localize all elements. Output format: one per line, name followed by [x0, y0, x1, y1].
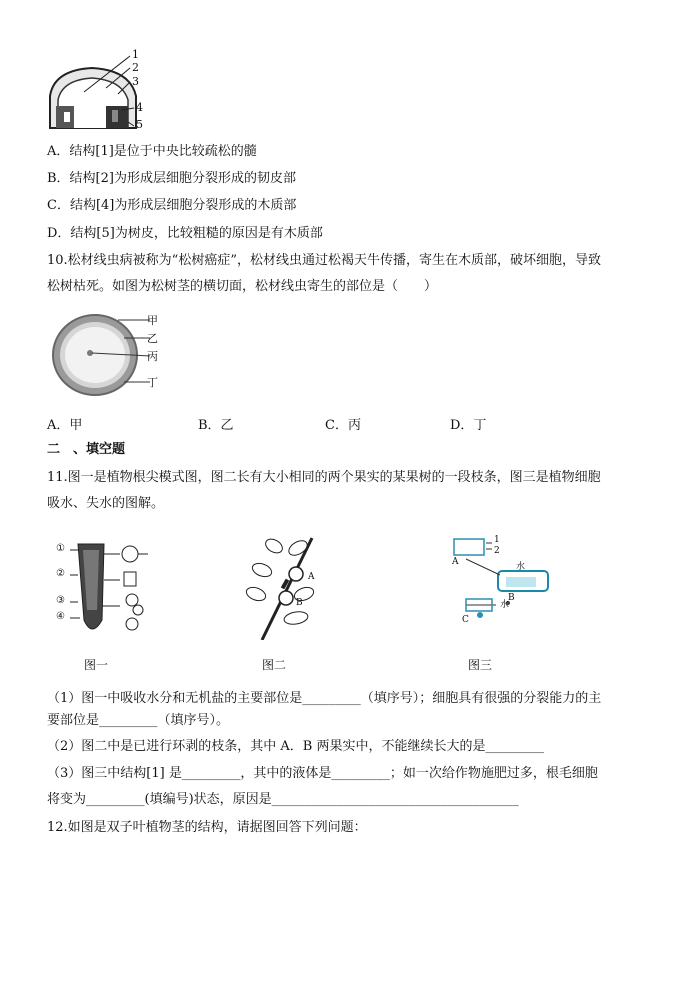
q9-option-d: D．结构[5]为树皮，比较粗糙的原因是有木质部 [47, 226, 323, 241]
fig2-label-b: B [296, 598, 303, 608]
q9-option-c: C．结构[4]为形成层细胞分裂形成的木质部 [47, 198, 297, 213]
fig3-label-water-1: 水 [516, 562, 526, 572]
q10-option-b: B．乙 [198, 418, 234, 433]
fig3-label-c: C [462, 615, 469, 625]
fig-label-ding: 丁 [147, 376, 158, 389]
q12-stem-line1: 12.如图是双子叶植物茎的结构，请据图回答下列问题： [47, 820, 367, 835]
fig-label-3: 3 [132, 75, 139, 88]
fig1-label-2: ② [56, 568, 65, 579]
fig-label-yi: 乙 [147, 332, 158, 345]
fig3-label-b: B [508, 593, 515, 603]
q10-stem-line2: 松树枯死。如图为松树茎的横切面，松材线虫寄生的部位是（ ） [47, 279, 438, 294]
q9-option-b: B．结构[2]为形成层细胞分裂形成的韧皮部 [47, 171, 296, 186]
fig1-label-3: ③ [56, 595, 65, 606]
stem-cross-section-figure [44, 48, 154, 134]
pine-stem-cross-section-figure [50, 310, 162, 400]
fig2-caption: 图二 [262, 658, 287, 672]
fig-label-bing: 丙 [147, 350, 158, 363]
q11-part2: （2）图二中是已进行环剥的枝条，其中 A．B 两果实中，不能继续长大的是_________ [47, 739, 544, 754]
q10-option-c: C．丙 [325, 418, 361, 433]
cell-water-figure [446, 535, 556, 635]
fig1-label-1: ① [56, 543, 65, 554]
fig1-caption: 图一 [84, 658, 109, 672]
q9-option-a: A．结构[1]是位于中央比较疏松的髓 [47, 144, 257, 159]
fig3-label-1: 1 [494, 535, 500, 545]
fig-label-1: 1 [132, 48, 139, 61]
fig2-label-a: A [308, 572, 315, 582]
q11-part3-line2: 将变为_________(填编号)状态，原因是______________________________________ [47, 792, 519, 807]
q11-part1-line2: 要部位是_________（填序号）。 [47, 713, 230, 728]
fig-label-4: 4 [136, 101, 143, 114]
fig1-label-4: ④ [56, 611, 65, 622]
fig3-label-water-2: 水 [500, 600, 510, 610]
fig-label-5: 5 [136, 118, 143, 131]
q11-stem-line1: 11.图一是植物根尖模式图，图二长有大小相同的两个果实的某果树的一段枝条，图三是植物细胞 [47, 470, 601, 485]
q10-option-d: D．丁 [450, 418, 487, 433]
root-tip-figure [56, 540, 156, 640]
fig-label-2: 2 [132, 61, 139, 74]
q11-part1-line1: （1）图一中吸收水分和无机盐的主要部位是_________（填序号）；细胞具有很强的分裂能力的主 [47, 691, 602, 706]
fig3-label-a: A [452, 557, 459, 567]
q11-stem-line2: 吸水、失水的图解。 [47, 496, 165, 511]
branch-figure [240, 536, 330, 640]
q10-option-a: A．甲 [47, 418, 83, 433]
fig3-label-2: 2 [494, 546, 500, 556]
section-title: 二 、填空题 [47, 442, 126, 457]
q10-stem-line1: 10.松材线虫病被称为“松树癌症”，松材线虫通过松褐天牛传播，寄生在木质部，破坏细胞，导致 [47, 253, 601, 268]
q11-part3-line1: （3）图三中结构[1] 是_________，其中的液体是_________；如一次给作物施肥过多，根毛细胞 [47, 766, 598, 781]
fig3-caption: 图三 [468, 658, 493, 672]
fig-label-jia: 甲 [147, 314, 158, 327]
